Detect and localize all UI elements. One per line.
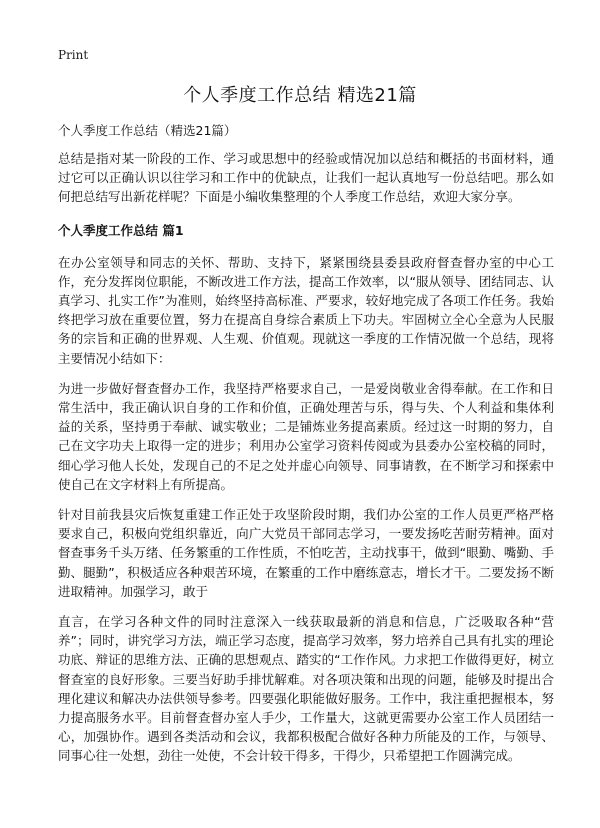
body-paragraph-2: 为进一步做好督查督办工作，我坚持严格要求自己，一是爱岗敬业舍得奉献。在工作和日常生活中，我正确认识自身的工作和价值，正确处理苦与乐，得与失、个人利益和集体利益的关系，坚持勇于奉献、诚实敬业；二是铺炼业务提高素质。经过这一时期的努力，自己在文字功夫上取得一定的进步；利用办公室学习资料传阅或为县委办公室校稿的同时，细心学习他人长处，发现自己的不足之处并虚心向领导、同事请教，在不断学习和探索中使自己在文字材料上有所提高。 bbox=[58, 380, 554, 492]
body-paragraph-1: 在办公室领导和同志的关怀、帮助、支持下，紧紧围绕县委县政府督查督办室的中心工作，充分发挥岗位职能，不断改进工作方法，提高工作效率，以“服从领导、团结同志、认真学习、扎实工作”为准则，始终坚持高标准、严要求，较好地完成了各项工作任务。我始终把学习放在重要位置，努力在提高自身综合素质上下功夫。牢固树立全心全意为人民服务的宗旨和正确的世界观、人生观、价值观。现就这一季度的工作情况做一个总结，现将主要情况小结如下： bbox=[58, 254, 554, 366]
print-link[interactable]: Print bbox=[58, 48, 89, 62]
document-subtitle: 个人季度工作总结（精选21篇） bbox=[58, 123, 237, 138]
body-paragraph-3: 针对目前我县灾后恢复重建工作正处于攻坚阶段时期，我们办公室的工作人员更严格严格要求自己，积极向党组织靠近，向广大党员干部同志学习，一要发扬吃苦耐劳精神。面对督查事务千头万绪、任务繁重的工作性质，不怕吃苦，主动找事干，做到“眼勤、嘴勤、手勤、腿勤”，积极适应各种艰苦环境，在繁重的工作中磨练意志，增长才干。二要发扬不断进取精神。加强学习，敢于 bbox=[58, 507, 554, 599]
intro-paragraph: 总结是指对某一阶段的工作、学习或思想中的经验或情况加以总结和概括的书面材料，通过它可以正确认识以往学习和工作中的优缺点，让我们一起认真地写一份总结吧。那么如何把总结写出新花样呢？下面是小编收集整理的个人季度工作总结，欢迎大家分享。 bbox=[58, 151, 554, 205]
page-title: 个人季度工作总结 精选21篇 bbox=[183, 85, 417, 106]
body-paragraph-4: 直言，在学习各种文件的同时注意深入一线获取最新的消息和信息，广泛吸取各种“营养”；同时，讲究学习方法，端正学习态度，提高学习效率，努力培养自己具有扎实的理论功底、辩证的思维方法、正确的思想观点、踏实的“工作作风。力求把工作做得更好，树立督查室的良好形象。三要当好助手排忧解难。对各项决策和出现的问题，能够及时提出合理化建议和解决办法供领导参考。四要强化职能做好服务。工作中，我注重把握根本，努力提高服务水平。目前督查督办室人手少，工作量大，这就更需要办公室工作人员团结一心，加强协作。遇到各类活动和会议，我都积极配合做好各种力所能及的工作，与领导、同事心往一处想，劲往一处使，不会计较干得多，干得少，只希望把工作圆满完成。 bbox=[58, 614, 554, 764]
document-body bbox=[58, 121, 554, 777]
section-heading: 个人季度工作总结 篇1 bbox=[58, 222, 184, 238]
